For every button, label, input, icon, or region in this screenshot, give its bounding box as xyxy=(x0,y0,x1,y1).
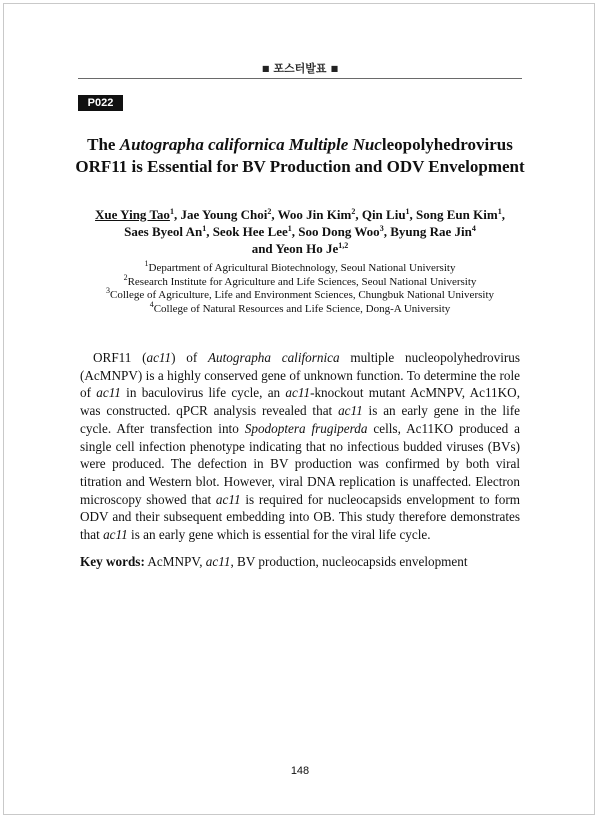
author-name: Song Eun Kim xyxy=(416,207,498,222)
keywords-items xyxy=(145,554,468,569)
author-name: Seok Hee Lee xyxy=(212,224,288,239)
author-name: Soo Dong Woo xyxy=(298,224,380,239)
header-divider xyxy=(78,78,522,79)
affiliation-text: Department of Agricultural Biotechnology, Seoul National University xyxy=(148,262,456,274)
author-name: Xue Ying Tao xyxy=(95,207,170,222)
author-line: and Yeon Ho Je$^{1,2}$ xyxy=(251,241,349,256)
author-name: Saes Byeol An xyxy=(124,224,203,239)
affiliation-mark: 1 xyxy=(144,259,149,268)
author-affiliation-mark: 1 xyxy=(497,207,502,216)
abstract-segment: ac11 xyxy=(96,385,121,401)
keywords xyxy=(80,553,520,570)
affiliation-mark: 2 xyxy=(123,272,128,282)
affiliation-text: Research Institute for Agriculture and Life Sciences, Seoul National University xyxy=(127,275,477,288)
abstract-segment: Spodoptera frugiperda xyxy=(244,420,368,436)
keyword-segment: ac11 xyxy=(205,554,231,569)
author-list xyxy=(70,206,530,257)
author-affiliation-mark: 1 xyxy=(202,224,207,233)
abstract-segment: in baculovirus life cycle, an xyxy=(120,385,286,401)
abstract-segment: is required for nucleocapsids envelopment to form ODV and their subsequent embedding into OB. This study therefore demonstrates that xyxy=(80,491,520,543)
affiliation-text: College of Agriculture, Life and Environment Sciences, Chungbuk National University xyxy=(110,289,494,301)
author-name: Jae Young Choi xyxy=(180,207,268,222)
author-name: Yeon Ho Je xyxy=(275,241,339,256)
abstract-segment: -knockout mutant AcMNPV, Ac11KO, was constructed. qPCR analysis revealed that xyxy=(80,385,520,419)
title-line-1 xyxy=(70,134,530,156)
title-segment: The xyxy=(87,135,120,154)
author-affiliation-mark: 1 xyxy=(405,207,410,216)
author-affiliation-mark: 1 xyxy=(169,207,174,216)
author-name: Woo Jin Kim xyxy=(277,207,352,222)
title-line-2: ORF11 is Essential for BV Production and ODV Envelopment xyxy=(75,157,525,176)
poster-code-badge: P022 xyxy=(78,95,123,111)
paper-title xyxy=(70,134,530,178)
abstract-segment: ac11 xyxy=(285,385,311,401)
keywords-label: Key words: xyxy=(80,554,145,569)
abstract-segment: is an early gene in the life cycle. After transfection into xyxy=(80,403,521,436)
abstract-segment: ac11 xyxy=(146,350,172,365)
abstract-segment: is an early gene which is essential for the viral life cycle. xyxy=(127,527,431,543)
author-affiliation-mark: 2 xyxy=(351,207,356,216)
affiliation-item xyxy=(70,259,530,276)
abstract-text xyxy=(80,349,520,544)
abstract-segment: ac11 xyxy=(103,527,128,543)
section-header xyxy=(78,60,522,76)
abstract-segment: ORF11 ( xyxy=(93,350,147,365)
author-name: Qin Liu xyxy=(361,207,406,222)
abstract-segment: multiple nucleopolyhedrovirus (AcMNPV) is a highly conserved gene of unknown function. To determine the role of xyxy=(80,350,520,401)
author-line: Xue Ying Tao$^1$, Jae Young Choi$^2$, Woo Jin Kim$^2$, Qin Liu$^1$, Song Eun Kim$^1$, xyxy=(95,207,505,222)
page-number: 148 xyxy=(290,765,310,777)
square-bullet-icon: ■ xyxy=(330,64,339,73)
section-title: 포스터발표 xyxy=(273,62,327,75)
abstract-segment: ac11 xyxy=(215,491,241,507)
keyword-segment: AcMNPV, xyxy=(144,554,206,569)
affiliation-mark: 4 xyxy=(149,299,154,309)
square-bullet-icon: ■ xyxy=(261,64,270,73)
affiliation-text: College of Natural Resources and Life Science, Dong-A University xyxy=(153,302,451,315)
author-affiliation-mark: 1,2 xyxy=(338,241,349,250)
abstract-segment: cells, Ac11KO produced a single cell infection phenotype indicating that no infectious budded viruses (BVs) were produced. The defection in BV production was confirmed by both viral titration and Western blot. However, viral DNA replication is unaffected. Electron microscopy showed that xyxy=(80,420,521,507)
keyword-segment: , BV production, nucleocapsids envelopment xyxy=(230,554,468,569)
author-affiliation-mark: 3 xyxy=(379,224,384,233)
affiliation-mark: 3 xyxy=(106,286,110,295)
author-line: Saes Byeol An$^1$, Seok Hee Lee$^1$, Soo Dong Woo$^3$, Byung Rae Jin$^4$ xyxy=(124,224,476,239)
author-name: Byung Rae Jin xyxy=(390,224,472,239)
title-segment: leopolyhedrovirus xyxy=(381,135,513,154)
affiliation-item xyxy=(70,272,530,290)
title-segment: Autographa californica Multiple Nuc xyxy=(119,135,382,154)
author-affiliation-mark: 4 xyxy=(471,224,476,233)
affiliation-item xyxy=(70,299,530,317)
author-affiliation-mark: 1 xyxy=(287,224,292,233)
abstract-segment: Autographa californica xyxy=(207,350,340,365)
author-affiliation-mark: 2 xyxy=(267,207,272,216)
affiliation-item xyxy=(70,286,530,303)
abstract-segment: ) of xyxy=(171,350,208,365)
abstract-segment: ac11 xyxy=(338,403,363,419)
affiliation-list xyxy=(70,259,530,316)
